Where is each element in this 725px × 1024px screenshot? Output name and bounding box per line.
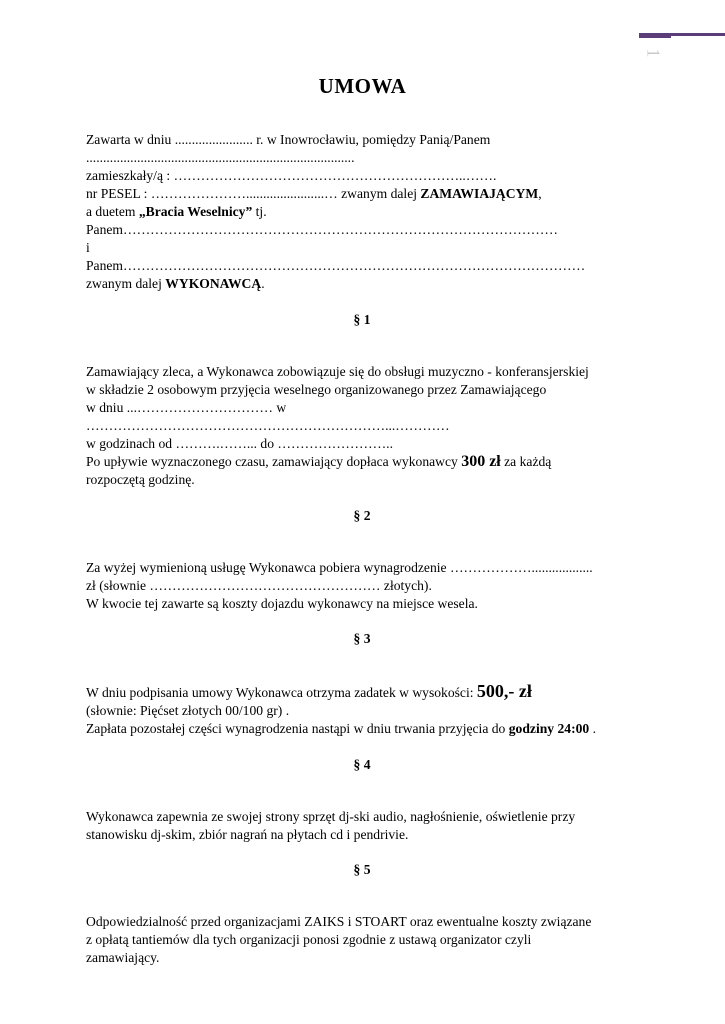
section-text: Zapłata pozostałej części wynagrodzenia nastąpi w dniu trwania przyjęcia do bbox=[86, 721, 509, 736]
section-text: W dniu podpisania umowy Wykonawca otrzyma zadatek w wysokości: bbox=[86, 685, 477, 700]
intro-text: nr PESEL : ………………….......................… zwanym dalej bbox=[86, 186, 421, 201]
section-3-paragraph bbox=[86, 682, 646, 738]
intro-text: tj. bbox=[252, 204, 267, 219]
page-number: 1 bbox=[643, 48, 664, 58]
ordering-party-term: ZAMAWIAJĄCYM bbox=[420, 186, 539, 201]
section-line: w składzie 2 osobowym przyjęcia weselnego organizowanego przez Zamawiającego bbox=[86, 382, 547, 397]
section-line: w dniu ...………………………… w bbox=[86, 400, 287, 415]
deposit-amount: 500,- zł bbox=[476, 681, 532, 701]
section-4-heading: § 4 bbox=[353, 757, 371, 772]
section-line: zł (słownie …………………………………………… złotych). bbox=[86, 578, 432, 593]
section-line bbox=[86, 720, 646, 738]
intro-text: zwanym dalej bbox=[86, 276, 166, 291]
section-line: W kwocie tej zawarte są koszty dojazdu wykonawcy na miejsce wesela. bbox=[86, 596, 478, 611]
band-name: „Bracia Weselnicy” bbox=[138, 204, 253, 219]
section-3-heading: § 3 bbox=[353, 631, 371, 646]
intro-line: Panem…………………………………………………………………………………… bbox=[86, 222, 558, 237]
intro-paragraph bbox=[86, 131, 646, 293]
section-1-heading: § 1 bbox=[353, 312, 371, 327]
section-line: Za wyżej wymienioną usługę Wykonawca pobiera wynagrodzenie ……………….................. bbox=[86, 560, 593, 575]
section-line bbox=[86, 682, 646, 702]
intro-text: a duetem bbox=[86, 204, 139, 219]
section-4-paragraph bbox=[86, 808, 646, 844]
intro-line bbox=[86, 203, 646, 221]
intro-line: Panem………………………………………………………………………………………… bbox=[86, 258, 586, 273]
intro-line: ............................................................................... bbox=[86, 150, 355, 165]
intro-text: . bbox=[261, 276, 265, 291]
section-5-heading: § 5 bbox=[353, 862, 371, 877]
section-text: . bbox=[589, 721, 596, 736]
section-line: rozpoczętą godzinę. bbox=[86, 472, 195, 487]
payment-deadline: godziny 24:00 bbox=[508, 721, 590, 736]
intro-line: Zawarta w dniu ....................... r. w Inowrocławiu, pomiędzy Panią/Panem bbox=[86, 132, 491, 147]
document-title: UMOWA bbox=[318, 74, 407, 98]
intro-text: , bbox=[538, 186, 542, 201]
document-body bbox=[86, 131, 646, 967]
section-2-paragraph bbox=[86, 559, 646, 613]
section-line: Zamawiający zleca, a Wykonawca zobowiązuje się do obsługi muzyczno - konferansjerskiej bbox=[86, 364, 589, 379]
section-line: Wykonawca zapewnia ze swojej strony sprzęt dj-ski audio, nagłośnienie, oświetlenie przy bbox=[86, 809, 576, 824]
section-2-heading: § 2 bbox=[353, 508, 371, 523]
section-text: za każdą bbox=[500, 454, 552, 469]
section-line: Odpowiedzialność przed organizacjami ZAIKS i STOART oraz ewentualne koszty związane bbox=[86, 914, 592, 929]
contractor-term: WYKONAWCĄ bbox=[165, 276, 262, 291]
section-line bbox=[86, 453, 646, 471]
section-line: w godzinach od ……….……... do …………………….. bbox=[86, 436, 393, 451]
intro-line bbox=[86, 275, 646, 293]
intro-line: i bbox=[86, 240, 90, 255]
section-line: …………………………………………………………...………… bbox=[86, 418, 450, 433]
section-line: zamawiający. bbox=[86, 950, 160, 965]
section-5-paragraph bbox=[86, 913, 646, 967]
intro-line bbox=[86, 185, 646, 203]
section-text: Po upływie wyznaczonego czasu, zamawiający dopłaca wykonawcy bbox=[86, 454, 462, 469]
section-line: stanowisku dj-skim, zbiór nagrań na płytach cd i pendrivie. bbox=[86, 827, 409, 842]
section-line: z opłatą tantiemów dla tych organizacji ponosi zgodnie z ustawą organizator czyli bbox=[86, 932, 532, 947]
intro-line: zamieszkały/ą : ………………………………………………………..……. bbox=[86, 168, 497, 183]
section-line: (słownie: Pięćset złotych 00/100 gr) . bbox=[86, 703, 290, 718]
overtime-rate: 300 zł bbox=[461, 453, 501, 470]
section-1-paragraph bbox=[86, 363, 646, 489]
